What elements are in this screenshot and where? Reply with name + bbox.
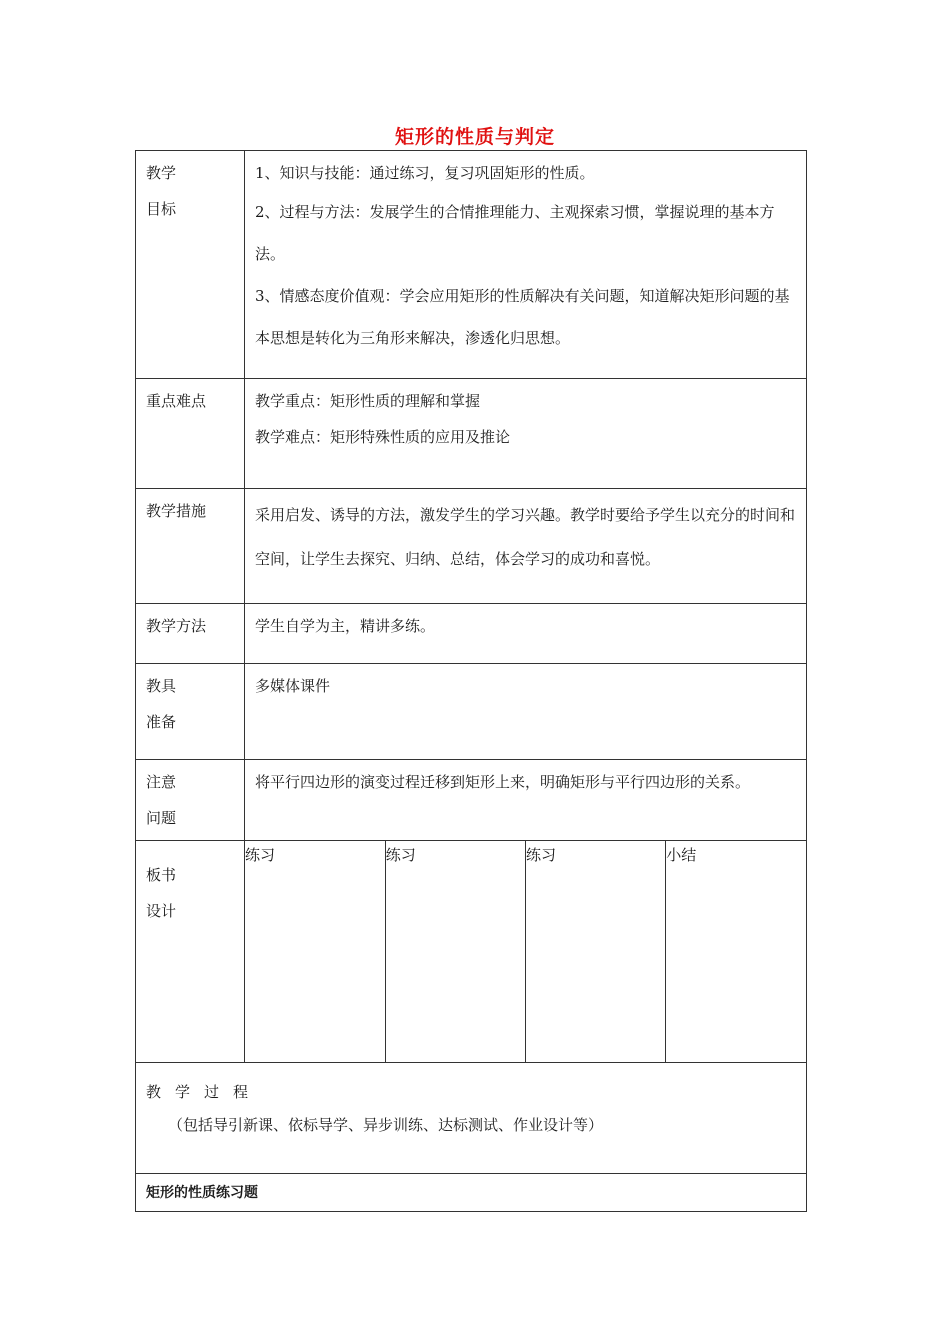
page-title: 矩形的性质与判定: [394, 126, 555, 148]
goal-item: 2、过程与方法：发展学生的合情推理能力、主观探索习惯，掌握说理的基本方法。: [255, 203, 775, 263]
goals-row: [136, 151, 807, 379]
method-label: 教学方法: [146, 617, 207, 635]
keypoints-content: [245, 379, 806, 455]
board-column: 练习: [245, 846, 276, 864]
notes-row: [136, 760, 807, 841]
notes-label: 注意 问题: [146, 773, 177, 827]
lesson-plan-table: [135, 150, 807, 1212]
exercise-row: [136, 1174, 807, 1212]
goal-item: 1、知识与技能：通过练习，复习巩固矩形的性质。: [255, 164, 595, 182]
measures-content: 采用启发、诱导的方法，激发学生的学习兴趣。教学时要给予学生以充分的时间和空间，让学生去探究、归纳、总结，体会学习的成功和喜悦。: [255, 506, 796, 568]
keypoints-label: 重点难点: [146, 392, 207, 410]
board-column: 小结: [666, 841, 806, 1062]
keypoint-item: 教学重点：矩形性质的理解和掌握: [255, 392, 481, 410]
tools-label: 教具 准备: [146, 677, 177, 731]
keypoint-item: 教学难点：矩形特殊性质的应用及推论: [255, 428, 511, 446]
keypoints-row: [136, 379, 807, 489]
board-label: 板书 设计: [146, 866, 177, 920]
process-subtitle: （包括导引新课、依标导学、异步训练、达标测试、作业设计等）: [168, 1116, 604, 1134]
notes-content: 将平行四边形的演变过程迁移到矩形上来，明确矩形与平行四边形的关系。: [255, 773, 751, 791]
tools-row: [136, 664, 807, 760]
board-row: [136, 841, 807, 1063]
method-row: [136, 604, 807, 664]
goals-label: 教学 目标: [146, 164, 177, 218]
board-column: 练习: [526, 841, 666, 1062]
tools-content: 多媒体课件: [255, 677, 331, 695]
measures-row: [136, 489, 807, 604]
process-row: [136, 1063, 807, 1174]
method-content: 学生自学为主，精讲多练。: [255, 617, 436, 635]
measures-label: 教学措施: [146, 502, 207, 520]
goal-item: 3、情感态度价值观：学会应用矩形的性质解决有关问题，知道解决矩形问题的基本思想是转化为三角形来解决，渗透化归思想。: [255, 287, 790, 347]
exercise-title: 矩形的性质练习题: [146, 1185, 258, 1201]
process-section: [136, 1063, 806, 1143]
goals-content: [245, 151, 806, 359]
process-heading: 教学过程: [146, 1083, 263, 1101]
board-design-grid: [245, 841, 806, 1062]
board-column: 练习: [385, 841, 525, 1062]
